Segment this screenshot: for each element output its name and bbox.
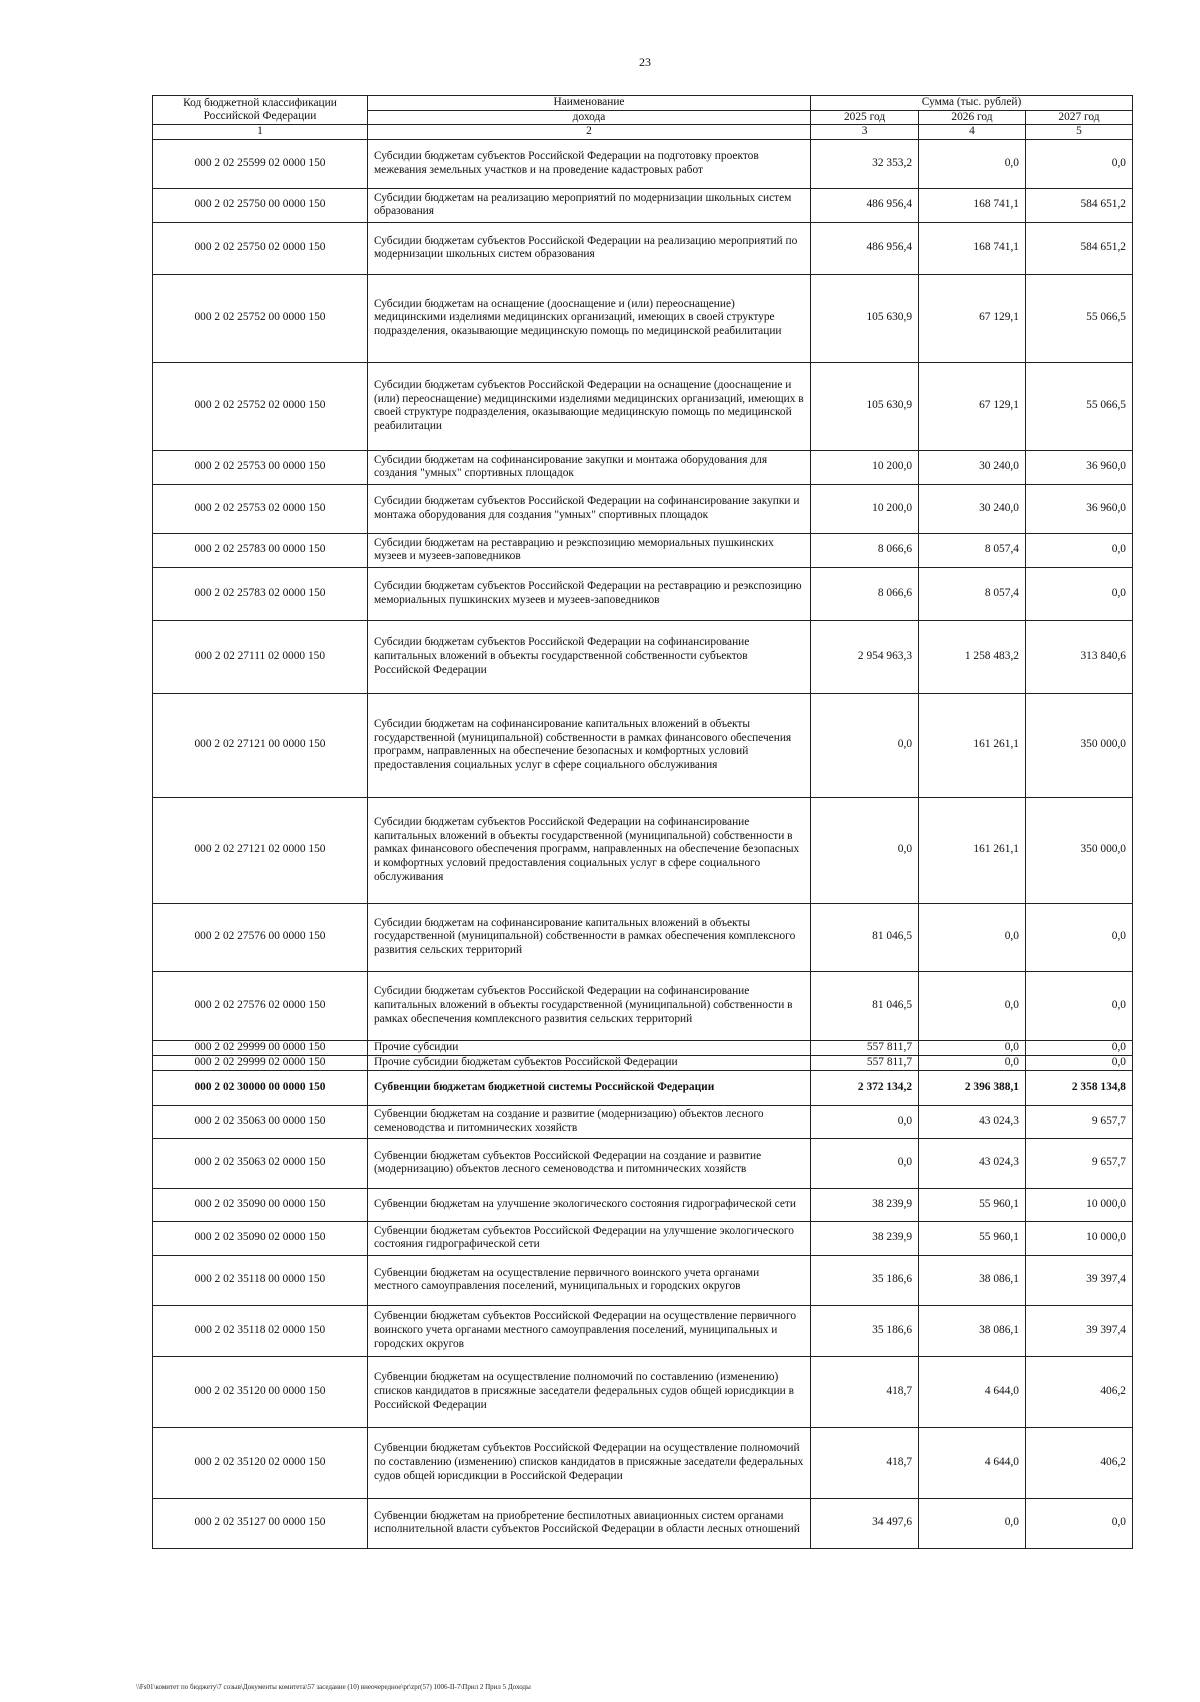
name-cell: Субвенции бюджетам субъектов Российской Федерации на создание и развитие (модернизацию) объектов лесного семеноводства и питомнических хозяйств [367, 1138, 810, 1188]
name-cell: Субвенции бюджетам субъектов Российской Федерации на осуществление полномочий по составлению (изменению) списков кандидатов в присяжные заседатели федеральных судов общей юрисдикции в Российской Федерации [367, 1427, 810, 1498]
table-row [153, 1138, 1133, 1188]
amount-2027-cell: 313 840,6 [1025, 620, 1132, 693]
amount-2027-cell: 36 960,0 [1025, 450, 1132, 484]
amount-2027-cell: 9 657,7 [1025, 1138, 1132, 1188]
amount-2026-cell: 30 240,0 [919, 484, 1026, 533]
name-cell: Субсидии бюджетам субъектов Российской Федерации на оснащение (дооснащение и (или) переоснащение) медицинскими изделиями медицинских организаций, имеющих в своей структуре подразделения, оказывающие медицинскую помощь по медицинской реабилитации [367, 362, 810, 450]
code-cell: 000 2 02 35118 02 0000 150 [153, 1305, 368, 1356]
table-row [153, 533, 1133, 567]
name-cell: Субсидии бюджетам субъектов Российской Федерации на софинансирование закупки и монтажа оборудования для создания "умных" спортивных площадок [367, 484, 810, 533]
code-cell: 000 2 02 30000 00 0000 150 [153, 1070, 368, 1105]
amount-2027-cell: 350 000,0 [1025, 797, 1132, 903]
code-cell: 000 2 02 25752 00 0000 150 [153, 274, 368, 362]
amount-2026-cell: 38 086,1 [919, 1255, 1026, 1305]
table-row [153, 903, 1133, 971]
name-cell: Субвенции бюджетам бюджетной системы Российской Федерации [367, 1070, 810, 1105]
amount-2025-cell: 0,0 [811, 1105, 919, 1138]
col-number-1: 1 [153, 125, 368, 140]
amount-2026-cell: 8 057,4 [919, 567, 1026, 620]
code-cell: 000 2 02 27576 02 0000 150 [153, 971, 368, 1040]
table-row [153, 274, 1133, 362]
table-row [153, 567, 1133, 620]
amount-2026-cell: 0,0 [919, 903, 1026, 971]
amount-2025-cell: 486 956,4 [811, 188, 919, 222]
amount-2025-cell: 418,7 [811, 1427, 919, 1498]
amount-2027-cell: 0,0 [1025, 533, 1132, 567]
table-row [153, 971, 1133, 1040]
name-cell: Субсидии бюджетам на оснащение (дооснащение и (или) переоснащение) медицинскими изделиями медицинских организаций, имеющих в своей структуре подразделения, оказывающие медицинскую помощь по медицинской реабилитации [367, 274, 810, 362]
code-cell: 000 2 02 27576 00 0000 150 [153, 903, 368, 971]
amount-2026-cell: 1 258 483,2 [919, 620, 1026, 693]
amount-2026-cell: 55 960,1 [919, 1188, 1026, 1221]
code-cell: 000 2 02 35120 02 0000 150 [153, 1427, 368, 1498]
code-cell: 000 2 02 25753 00 0000 150 [153, 450, 368, 484]
header-year-2025: 2025 год [811, 110, 919, 125]
table-row [153, 362, 1133, 450]
name-cell: Субсидии бюджетам субъектов Российской Федерации на софинансирование капитальных вложений в объекты государственной (муниципальной) собственности в рамках финансового обеспечения программ, направленных на обеспечение безопасных и комфортных условий предоставления социальных услуг в сфере социального обслуживания [367, 797, 810, 903]
amount-2026-cell: 67 129,1 [919, 274, 1026, 362]
table-row [153, 1070, 1133, 1105]
amount-2025-cell: 10 200,0 [811, 450, 919, 484]
code-cell: 000 2 02 35090 00 0000 150 [153, 1188, 368, 1221]
amount-2027-cell: 10 000,0 [1025, 1188, 1132, 1221]
code-cell: 000 2 02 25752 02 0000 150 [153, 362, 368, 450]
amount-2026-cell: 0,0 [919, 1498, 1026, 1548]
header-name-line1: Наименование [367, 96, 810, 111]
code-cell: 000 2 02 25750 02 0000 150 [153, 222, 368, 274]
header-year-2027: 2027 год [1025, 110, 1132, 125]
amount-2025-cell: 105 630,9 [811, 274, 919, 362]
amount-2025-cell: 0,0 [811, 1138, 919, 1188]
amount-2026-cell: 168 741,1 [919, 188, 1026, 222]
amount-2026-cell: 67 129,1 [919, 362, 1026, 450]
amount-2025-cell: 81 046,5 [811, 903, 919, 971]
amount-2027-cell: 39 397,4 [1025, 1255, 1132, 1305]
header-year-2026: 2026 год [919, 110, 1026, 125]
table-row [153, 188, 1133, 222]
code-cell: 000 2 02 35063 00 0000 150 [153, 1105, 368, 1138]
amount-2025-cell: 2 954 963,3 [811, 620, 919, 693]
footer-file-path: \\Fs01\комитет по бюджету\7 созыв\Документы комитета\57 заседание (10) внеочередное\pr\zpr(57) 1006-II-7\Прил 2 Прил 5 Доходы [136, 1683, 531, 1691]
amount-2027-cell: 0,0 [1025, 1040, 1132, 1055]
name-cell: Субвенции бюджетам субъектов Российской Федерации на улучшение экологического состояния гидрографической сети [367, 1221, 810, 1255]
code-cell: 000 2 02 25783 02 0000 150 [153, 567, 368, 620]
code-cell: 000 2 02 29999 02 0000 150 [153, 1055, 368, 1070]
table-row [153, 1221, 1133, 1255]
header-code: Код бюджетной классификации Российской Федерации [153, 96, 368, 125]
name-cell: Субвенции бюджетам на осуществление полномочий по составлению (изменению) списков кандидатов в присяжные заседатели федеральных судов общей юрисдикции в Российской Федерации [367, 1356, 810, 1427]
amount-2025-cell: 81 046,5 [811, 971, 919, 1040]
table-row [153, 1105, 1133, 1138]
amount-2025-cell: 418,7 [811, 1356, 919, 1427]
amount-2027-cell: 0,0 [1025, 139, 1132, 188]
page-number: 23 [639, 55, 651, 69]
amount-2025-cell: 105 630,9 [811, 362, 919, 450]
code-cell: 000 2 02 27121 02 0000 150 [153, 797, 368, 903]
amount-2025-cell: 486 956,4 [811, 222, 919, 274]
table-row [153, 1427, 1133, 1498]
name-cell: Субсидии бюджетам субъектов Российской Федерации на реставрацию и реэкспозицию мемориальных пушкинских музеев и музеев-заповедников [367, 567, 810, 620]
amount-2026-cell: 43 024,3 [919, 1105, 1026, 1138]
table-row [153, 1305, 1133, 1356]
name-cell: Субсидии бюджетам субъектов Российской Федерации на подготовку проектов межевания земельных участков и на проведение кадастровых работ [367, 139, 810, 188]
amount-2025-cell: 2 372 134,2 [811, 1070, 919, 1105]
code-cell: 000 2 02 25599 02 0000 150 [153, 139, 368, 188]
amount-2026-cell: 43 024,3 [919, 1138, 1026, 1188]
table-row [153, 1498, 1133, 1548]
amount-2027-cell: 0,0 [1025, 1498, 1132, 1548]
name-cell: Субсидии бюджетам на реставрацию и реэкспозицию мемориальных пушкинских музеев и музеев-заповедников [367, 533, 810, 567]
amount-2025-cell: 557 811,7 [811, 1055, 919, 1070]
table-row [153, 693, 1133, 797]
amount-2027-cell: 0,0 [1025, 903, 1132, 971]
amount-2027-cell: 584 651,2 [1025, 188, 1132, 222]
header-name-line2: дохода [367, 110, 810, 125]
amount-2027-cell: 2 358 134,8 [1025, 1070, 1132, 1105]
name-cell: Субвенции бюджетам субъектов Российской Федерации на осуществление первичного воинского учета органами местного самоуправления поселений, муниципальных и городских округов [367, 1305, 810, 1356]
amount-2025-cell: 0,0 [811, 797, 919, 903]
table-row [153, 1040, 1133, 1055]
amount-2025-cell: 10 200,0 [811, 484, 919, 533]
amount-2027-cell: 406,2 [1025, 1356, 1132, 1427]
amount-2026-cell: 0,0 [919, 1040, 1026, 1055]
table-row [153, 484, 1133, 533]
amount-2027-cell: 0,0 [1025, 1055, 1132, 1070]
amount-2027-cell: 584 651,2 [1025, 222, 1132, 274]
code-cell: 000 2 02 25753 02 0000 150 [153, 484, 368, 533]
code-cell: 000 2 02 35120 00 0000 150 [153, 1356, 368, 1427]
amount-2026-cell: 38 086,1 [919, 1305, 1026, 1356]
code-cell: 000 2 02 35090 02 0000 150 [153, 1221, 368, 1255]
amount-2026-cell: 4 644,0 [919, 1356, 1026, 1427]
table-row [153, 797, 1133, 903]
code-cell: 000 2 02 27111 02 0000 150 [153, 620, 368, 693]
name-cell: Субсидии бюджетам субъектов Российской Федерации на реализацию мероприятий по модернизации школьных систем образования [367, 222, 810, 274]
amount-2026-cell: 8 057,4 [919, 533, 1026, 567]
name-cell: Субвенции бюджетам на создание и развитие (модернизацию) объектов лесного семеноводства и питомнических хозяйств [367, 1105, 810, 1138]
table-row [153, 1255, 1133, 1305]
amount-2025-cell: 557 811,7 [811, 1040, 919, 1055]
col-number-4: 4 [919, 125, 1026, 140]
amount-2025-cell: 32 353,2 [811, 139, 919, 188]
table-row [153, 620, 1133, 693]
amount-2027-cell: 0,0 [1025, 971, 1132, 1040]
table-row [153, 222, 1133, 274]
name-cell: Прочие субсидии бюджетам субъектов Российской Федерации [367, 1055, 810, 1070]
amount-2027-cell: 39 397,4 [1025, 1305, 1132, 1356]
amount-2026-cell: 0,0 [919, 1055, 1026, 1070]
code-cell: 000 2 02 27121 00 0000 150 [153, 693, 368, 797]
amount-2026-cell: 0,0 [919, 971, 1026, 1040]
amount-2027-cell: 0,0 [1025, 567, 1132, 620]
code-cell: 000 2 02 35127 00 0000 150 [153, 1498, 368, 1548]
name-cell: Субвенции бюджетам на приобретение беспилотных авиационных систем органами исполнительной власти субъектов Российской Федерации в области лесных отношений [367, 1498, 810, 1548]
amount-2026-cell: 2 396 388,1 [919, 1070, 1026, 1105]
name-cell: Субсидии бюджетам на софинансирование закупки и монтажа оборудования для создания "умных" спортивных площадок [367, 450, 810, 484]
amount-2027-cell: 9 657,7 [1025, 1105, 1132, 1138]
amount-2026-cell: 4 644,0 [919, 1427, 1026, 1498]
amount-2025-cell: 0,0 [811, 693, 919, 797]
col-number-5: 5 [1025, 125, 1132, 140]
amount-2027-cell: 406,2 [1025, 1427, 1132, 1498]
amount-2026-cell: 55 960,1 [919, 1221, 1026, 1255]
name-cell: Субсидии бюджетам субъектов Российской Федерации на софинансирование капитальных вложений в объекты государственной (муниципальной) собственности в рамках обеспечения комплексного развития сельских территорий [367, 971, 810, 1040]
amount-2025-cell: 8 066,6 [811, 567, 919, 620]
amount-2027-cell: 350 000,0 [1025, 693, 1132, 797]
table-row [153, 139, 1133, 188]
header-sum: Сумма (тыс. рублей) [811, 96, 1133, 111]
code-cell: 000 2 02 35063 02 0000 150 [153, 1138, 368, 1188]
budget-revenue-table [152, 95, 1133, 1549]
name-cell: Субвенции бюджетам на улучшение экологического состояния гидрографической сети [367, 1188, 810, 1221]
amount-2026-cell: 161 261,1 [919, 693, 1026, 797]
amount-2026-cell: 0,0 [919, 139, 1026, 188]
name-cell: Субсидии бюджетам субъектов Российской Федерации на софинансирование капитальных вложений в объекты государственной собственности субъектов Российской Федерации [367, 620, 810, 693]
table-row [153, 1356, 1133, 1427]
amount-2026-cell: 30 240,0 [919, 450, 1026, 484]
amount-2027-cell: 55 066,5 [1025, 362, 1132, 450]
name-cell: Субвенции бюджетам на осуществление первичного воинского учета органами местного самоуправления поселений, муниципальных и городских округов [367, 1255, 810, 1305]
amount-2027-cell: 55 066,5 [1025, 274, 1132, 362]
table-body [153, 139, 1133, 1548]
amount-2025-cell: 8 066,6 [811, 533, 919, 567]
amount-2026-cell: 168 741,1 [919, 222, 1026, 274]
code-cell: 000 2 02 25783 00 0000 150 [153, 533, 368, 567]
code-cell: 000 2 02 35118 00 0000 150 [153, 1255, 368, 1305]
code-cell: 000 2 02 29999 00 0000 150 [153, 1040, 368, 1055]
amount-2027-cell: 36 960,0 [1025, 484, 1132, 533]
amount-2025-cell: 38 239,9 [811, 1188, 919, 1221]
col-number-3: 3 [811, 125, 919, 140]
amount-2025-cell: 38 239,9 [811, 1221, 919, 1255]
amount-2027-cell: 10 000,0 [1025, 1221, 1132, 1255]
col-number-2: 2 [367, 125, 810, 140]
table-row [153, 1055, 1133, 1070]
amount-2026-cell: 161 261,1 [919, 797, 1026, 903]
code-cell: 000 2 02 25750 00 0000 150 [153, 188, 368, 222]
amount-2025-cell: 34 497,6 [811, 1498, 919, 1548]
table-row [153, 450, 1133, 484]
name-cell: Прочие субсидии [367, 1040, 810, 1055]
name-cell: Субсидии бюджетам на реализацию мероприятий по модернизации школьных систем образования [367, 188, 810, 222]
amount-2025-cell: 35 186,6 [811, 1255, 919, 1305]
table-row [153, 1188, 1133, 1221]
amount-2025-cell: 35 186,6 [811, 1305, 919, 1356]
name-cell: Субсидии бюджетам на софинансирование капитальных вложений в объекты государственной (муниципальной) собственности в рамках обеспечения комплексного развития сельских территорий [367, 903, 810, 971]
name-cell: Субсидии бюджетам на софинансирование капитальных вложений в объекты государственной (муниципальной) собственности в рамках финансового обеспечения программ, направленных на обеспечение безопасных и комфортных условий предоставления социальных услуг в сфере социального обслуживания [367, 693, 810, 797]
